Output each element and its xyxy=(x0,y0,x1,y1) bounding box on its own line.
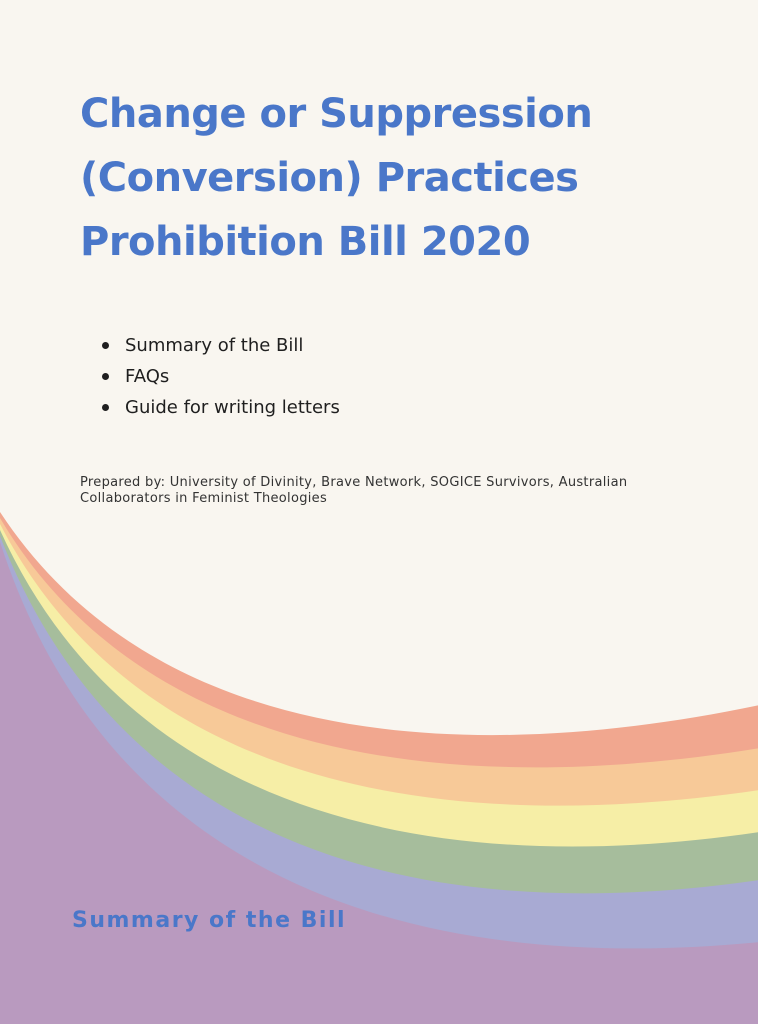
section-heading: Summary of the Bill xyxy=(72,908,347,933)
prepared-by-text: Prepared by: University of Divinity, Brave Network, SOGICE Survivors, Australian Collaborators in Feminist Theologies xyxy=(80,475,628,506)
list-item: Guide for writing letters xyxy=(100,392,340,423)
document-title xyxy=(80,82,720,274)
title-line: Prohibition Bill 2020 xyxy=(80,219,531,265)
list-item: FAQs xyxy=(100,361,340,392)
title-line: Change or Suppression xyxy=(80,91,593,137)
title-line: (Conversion) Practices xyxy=(80,155,579,201)
contents-list xyxy=(100,330,340,423)
list-item: Summary of the Bill xyxy=(100,330,340,361)
